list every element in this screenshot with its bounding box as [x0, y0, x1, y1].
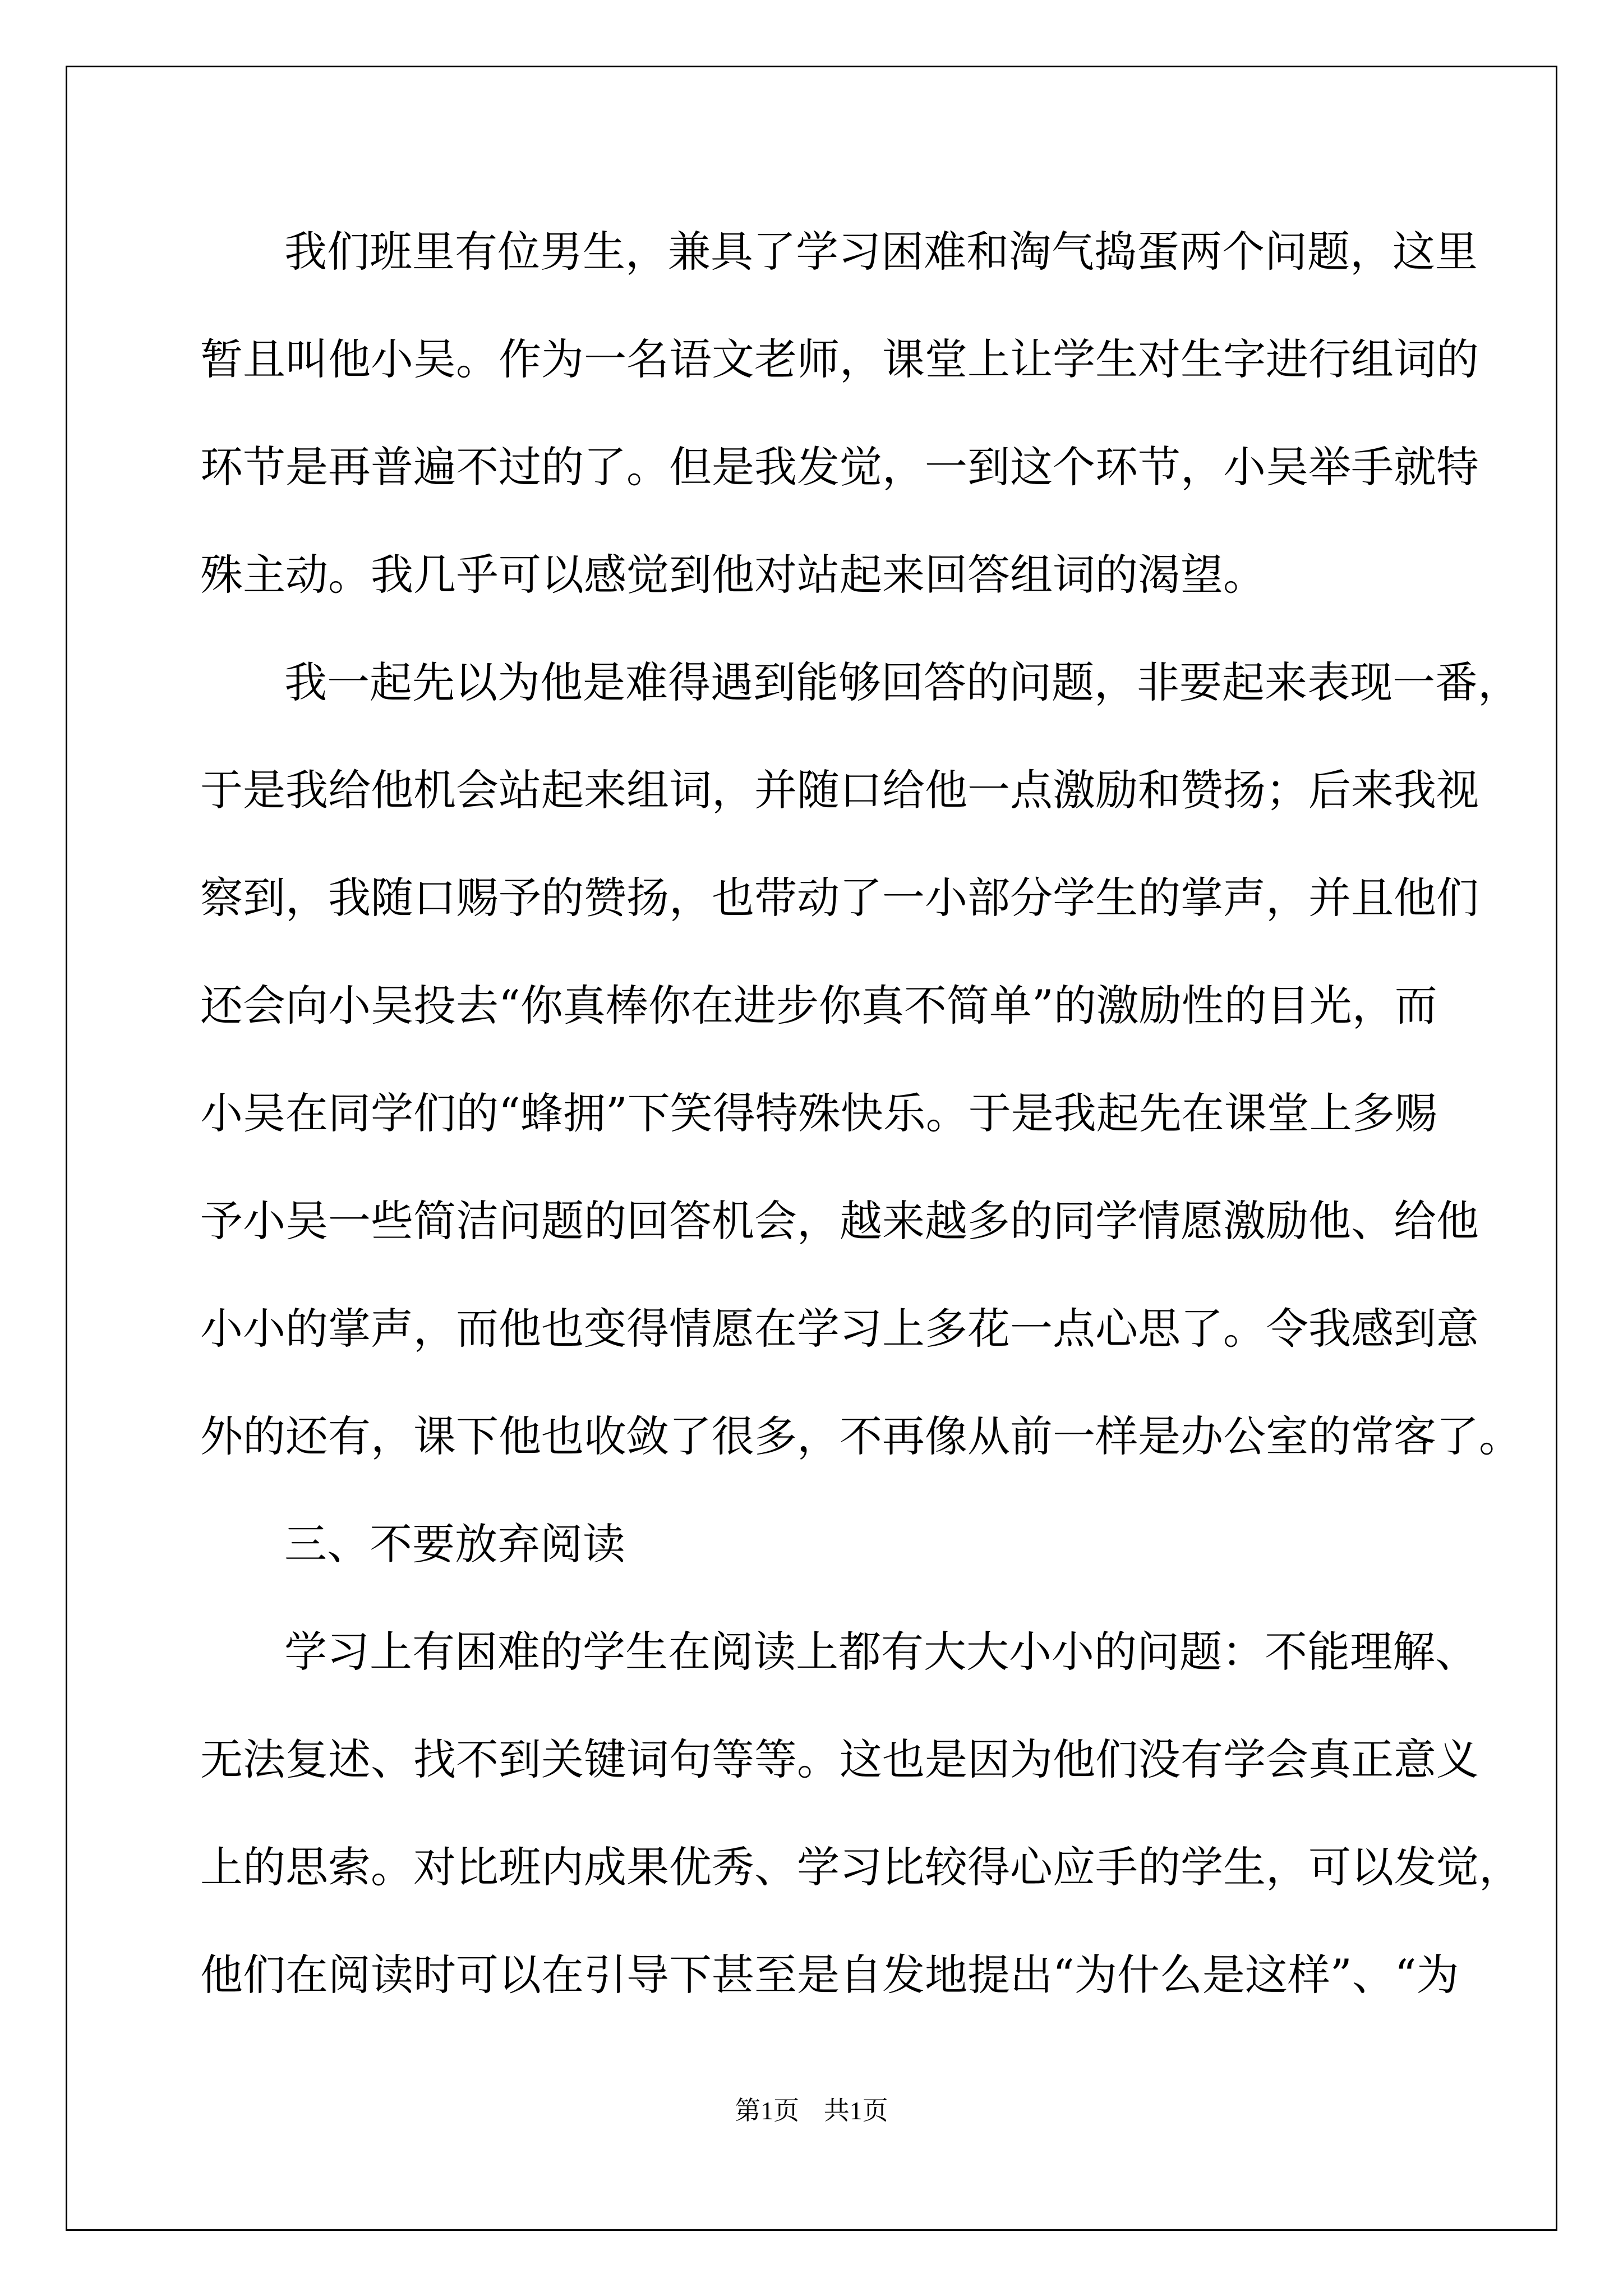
paragraph-3-line-3: 上的思索。对比班内成果优秀、学习比较得心应手的学生，可以发觉，	[200, 1842, 1521, 1892]
paragraph-3-line-1: 学习上有困难的学生在阅读上都有大大小小的问题：不能理解、	[284, 1627, 1478, 1677]
paragraph-2-line-2: 于是我给他机会站起来组词，并随口给他一点激励和赞扬；后来我视	[200, 765, 1479, 815]
paragraph-2-line-3: 察到，我随口赐予的赞扬，也带动了一小部分学生的掌声，并且他们	[200, 873, 1479, 923]
paragraph-1-line-1: 我们班里有位男生，兼具了学习困难和淘气捣蛋两个问题，这里	[284, 227, 1478, 277]
paragraph-1-line-4: 殊主动。我几乎可以感觉到他对站起来回答组词的渴望。	[200, 550, 1266, 600]
paragraph-2-line-5: 小吴在同学们的“蜂拥”下笑得特殊快乐。于是我起先在课堂上多赐	[200, 1088, 1437, 1138]
section-heading: 三、不要放弃阅读	[284, 1519, 625, 1569]
page-total: 共1页	[823, 2096, 888, 2125]
paragraph-1-line-3: 环节是再普遍不过的了。但是我发觉，一到这个环节，小吴举手就特	[200, 442, 1479, 492]
document-body	[200, 198, 1521, 2029]
paragraph-2-line-6: 予小吴一些简洁问题的回答机会，越来越多的同学情愿激励他、给他	[200, 1196, 1479, 1246]
paragraph-2-line-4: 还会向小吴投去“你真棒你在进步你真不简单”的激励性的目光，而	[200, 981, 1437, 1030]
paragraph-3-line-2: 无法复述、找不到关键词句等等。这也是因为他们没有学会真正意义	[200, 1734, 1479, 1784]
paragraph-2-line-7: 小小的掌声，而他也变得情愿在学习上多花一点心思了。令我感到意	[200, 1304, 1479, 1354]
paragraph-2-line-1: 我一起先以为他是难得遇到能够回答的问题，非要起来表现一番，	[284, 657, 1520, 707]
paragraph-3-line-4: 他们在阅读时可以在引导下甚至是自发地提出“为什么是这样”、“为	[200, 1950, 1459, 2000]
paragraph-1-line-2: 暂且叫他小吴。作为一名语文老师，课堂上让学生对生字进行组词的	[200, 334, 1479, 384]
page-footer	[0, 2090, 1623, 2127]
paragraph-2-line-8: 外的还有，课下他也收敛了很多，不再像从前一样是办公室的常客了。	[200, 1411, 1521, 1461]
page-number: 第1页	[735, 2096, 800, 2125]
